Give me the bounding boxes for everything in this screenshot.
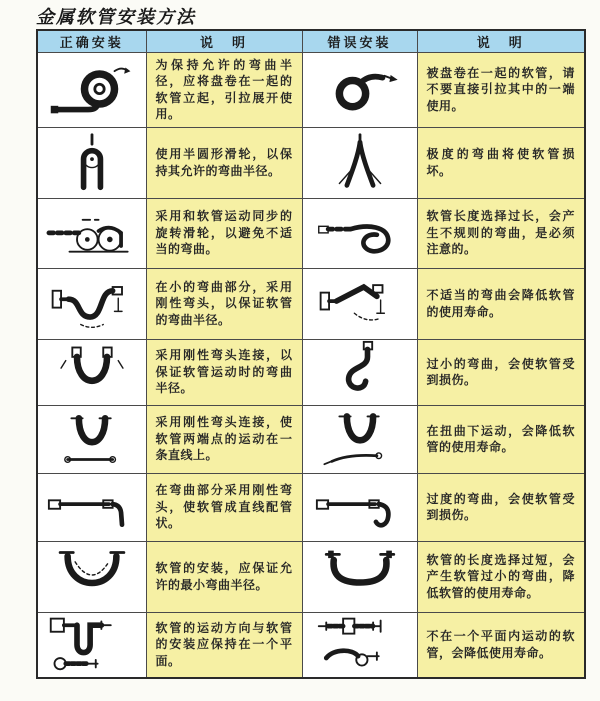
installation-methods-table <box>36 29 586 679</box>
hose-over-bend-icon <box>310 475 410 535</box>
correct-description-text: 采用刚性弯头连接，使软管两端点的运动在一条直线上。 <box>155 415 293 463</box>
hose-rotating-pulleys-icon <box>42 201 142 261</box>
correct-image-cell <box>37 339 146 405</box>
correct-description-text: 采用和软管运动同步的旋转滑轮，以避免不适当的弯曲。 <box>155 209 293 257</box>
wrong-description-cell <box>417 127 585 198</box>
wrong-description-text: 被盘卷在一起的软管，请不要直接引拉其中的一端使用。 <box>426 65 575 113</box>
header-wrong-installation: 错误安装 <box>302 30 417 52</box>
hose-on-half-pulley-icon <box>42 131 142 191</box>
wrong-description-cell <box>417 405 585 473</box>
hose-coil-pulled-icon <box>310 58 410 118</box>
hose-min-radius-u-icon <box>42 545 142 605</box>
wrong-description-text: 过度的弯曲，会使软管受到损伤。 <box>426 491 575 523</box>
wrong-image-cell <box>302 339 417 405</box>
table-row <box>37 198 585 268</box>
correct-description-text: 在小的弯曲部分，采用刚性弯头，以保证软管的弯曲半径。 <box>155 279 293 327</box>
table-row <box>37 268 585 339</box>
correct-image-cell <box>37 268 146 339</box>
wrong-description-cell <box>417 198 585 268</box>
hose-s-rigid-elbows-icon <box>42 272 142 332</box>
header-wrong-description: 说 明 <box>417 30 585 52</box>
wrong-image-cell <box>302 198 417 268</box>
table-row <box>37 405 585 473</box>
wrong-description-cell <box>417 52 585 127</box>
header-correct-description: 说 明 <box>146 30 302 52</box>
correct-image-cell <box>37 198 146 268</box>
correct-description-cell <box>146 541 302 612</box>
correct-image-cell <box>37 612 146 678</box>
hose-twisted-motion-icon <box>310 407 410 467</box>
correct-image-cell <box>37 541 146 612</box>
wrong-description-cell <box>417 473 585 541</box>
table-header-row <box>37 30 585 52</box>
correct-image-cell <box>37 52 146 127</box>
correct-description-cell <box>146 339 302 405</box>
correct-image-cell <box>37 127 146 198</box>
wrong-description-text: 软管长度选择过长，会产生不规则的弯曲，是必须注意的。 <box>426 209 575 257</box>
wrong-description-cell <box>417 339 585 405</box>
hose-irregular-loop-icon <box>310 201 410 261</box>
hose-planar-route-icon <box>42 613 142 673</box>
hose-too-short-taut-icon <box>310 545 410 605</box>
wrong-description-cell <box>417 268 585 339</box>
correct-description-text: 软管的运动方向与软管的安装应保持在一个平面。 <box>155 620 293 668</box>
correct-description-cell <box>146 268 302 339</box>
wrong-image-cell <box>302 473 417 541</box>
hose-too-small-bend-icon <box>310 340 410 400</box>
wrong-image-cell <box>302 52 417 127</box>
hose-sharp-bend-icon <box>310 131 410 191</box>
wrong-description-text: 在扭曲下运动，会降低软管的使用寿命。 <box>426 423 575 455</box>
table-row <box>37 541 585 612</box>
hose-u-aligned-motion-icon <box>42 407 142 467</box>
document-page <box>0 3 600 701</box>
correct-description-text: 采用刚性弯头连接，以保证软管运动时的弯曲半径。 <box>155 348 293 396</box>
correct-description-text: 软管的安装，应保证允许的最小弯曲半径。 <box>155 561 293 592</box>
wrong-description-text: 极度的弯曲将使软管损坏。 <box>426 147 575 178</box>
correct-description-cell <box>146 198 302 268</box>
correct-description-text: 在弯曲部分采用刚性弯头，使软管成直线配管状。 <box>155 483 293 531</box>
wrong-image-cell <box>302 612 417 678</box>
table-row <box>37 127 585 198</box>
hose-u-rigid-elbows-icon <box>42 340 142 400</box>
correct-description-cell <box>146 473 302 541</box>
wrong-description-text: 不适当的弯曲会降低软管的使用寿命。 <box>426 288 575 319</box>
table-row <box>37 612 585 678</box>
correct-description-text: 使用半圆形滑轮，以保持其允许的弯曲半径。 <box>155 147 293 178</box>
header-correct-installation: 正确安装 <box>37 30 146 52</box>
wrong-description-cell <box>417 612 585 678</box>
correct-description-cell <box>146 52 302 127</box>
correct-description-cell <box>146 405 302 473</box>
wrong-description-text: 软管的长度选择过短，会产生软管过小的弯曲，降低软管的使用寿命。 <box>426 552 575 600</box>
wrong-image-cell <box>302 268 417 339</box>
correct-image-cell <box>37 405 146 473</box>
hose-coil-standing-icon <box>42 58 142 118</box>
wrong-description-cell <box>417 541 585 612</box>
correct-image-cell <box>37 473 146 541</box>
page-title: 金属软管安装方法 <box>36 7 196 28</box>
wrong-image-cell <box>302 541 417 612</box>
correct-description-cell <box>146 612 302 678</box>
wrong-description-text: 过小的弯曲，会使软管受到损伤。 <box>426 356 575 388</box>
correct-description-cell <box>146 127 302 198</box>
hose-non-planar-route-icon <box>310 613 410 673</box>
wrong-description-text: 不在一个平面内运动的软管，会降低使用寿命。 <box>426 629 575 660</box>
wrong-image-cell <box>302 127 417 198</box>
wrong-image-cell <box>302 405 417 473</box>
hose-straight-elbow-icon <box>42 475 142 535</box>
hose-improper-bend-icon <box>310 272 410 332</box>
correct-description-text: 为保持允许的弯曲半径，应将盘卷在一起的软管立起，引拉展开使用。 <box>155 57 293 122</box>
table-row <box>37 52 585 127</box>
table-row <box>37 339 585 405</box>
table-row <box>37 473 585 541</box>
